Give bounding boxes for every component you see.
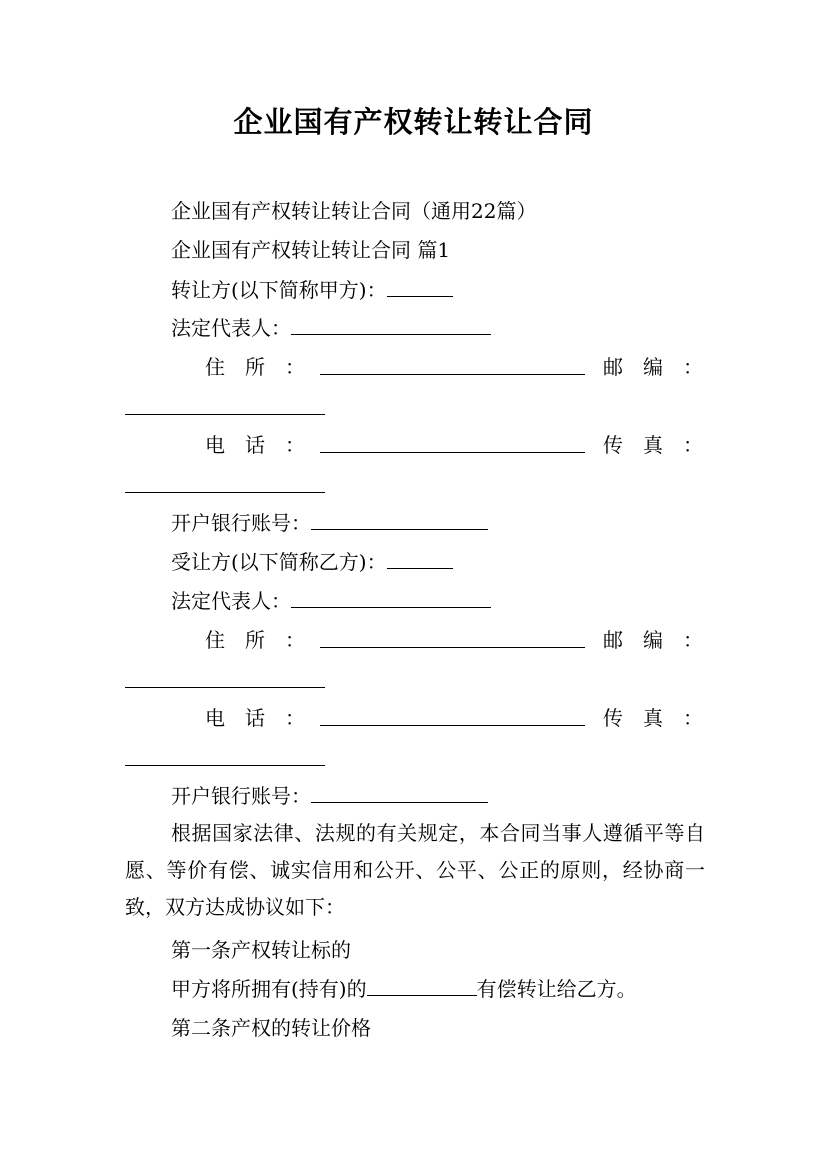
party-a-label: 转让方(以下简称甲方)： [171,278,387,302]
article-2-heading: 第二条产权的转让价格 [171,1016,371,1040]
party-a-address-label: 住 所 ： [205,355,305,379]
party-a-bank-line [171,509,488,537]
party-b-fax-blank [125,764,325,766]
party-a-blank [387,276,453,297]
party-b-address-label: 住 所 ： [205,628,305,652]
subtitle: 企业国有产权转让转让合同（通用22篇） [171,199,537,223]
party-b-postcode-label: 邮 编 ： [603,628,703,652]
section-heading: 企业国有产权转让转让合同 篇1 [171,238,451,262]
party-a-rep-blank [291,314,491,335]
party-b-address-blank [320,646,585,648]
party-a-fax-blank [125,491,325,493]
party-b-postcode-blank [125,686,325,688]
party-a-bank-blank [311,509,488,530]
article-1-text-b: 有偿转让给乙方。 [476,977,637,1001]
party-b-fax-label: 传 真 ： [603,706,703,730]
article-1-blank [367,975,477,996]
article-1-heading: 第一条产权转让标的 [171,938,351,962]
party-b-line [171,548,453,576]
party-b-rep-blank [291,587,491,608]
party-a-rep-label: 法定代表人： [171,316,291,340]
party-a-postcode-label: 邮 编 ： [603,355,703,379]
party-a-rep-line [171,314,491,342]
preamble-paragraph: 根据国家法律、法规的有关规定，本合同当事人遵循平等自愿、等价有偿、诚实信用和公开、公平、公正的原则，经协商一致，双方达成协议如下： [125,821,705,919]
article-1-text-a: 甲方将所拥有(持有)的 [171,977,367,1001]
article-1-text [171,975,637,1003]
party-b-label: 受让方(以下简称乙方)： [171,550,387,574]
party-b-blank [387,548,453,569]
party-b-rep-line [171,587,491,615]
party-a-postcode-blank [125,413,325,415]
party-b-phone-label: 电 话 ： [205,706,305,730]
party-a-line [171,276,453,304]
party-a-address-blank [320,373,585,375]
party-a-phone-blank [320,451,585,453]
party-b-phone-blank [320,724,585,726]
party-b-bank-blank [311,782,488,803]
page-title: 企业国有产权转让转让合同 [233,105,594,139]
party-a-phone-label: 电 话 ： [205,433,305,457]
party-b-bank-line [171,782,488,810]
party-b-rep-label: 法定代表人： [171,589,291,613]
party-a-fax-label: 传 真 ： [603,433,703,457]
party-b-bank-label: 开户银行账号： [171,784,311,808]
party-a-bank-label: 开户银行账号： [171,511,311,535]
